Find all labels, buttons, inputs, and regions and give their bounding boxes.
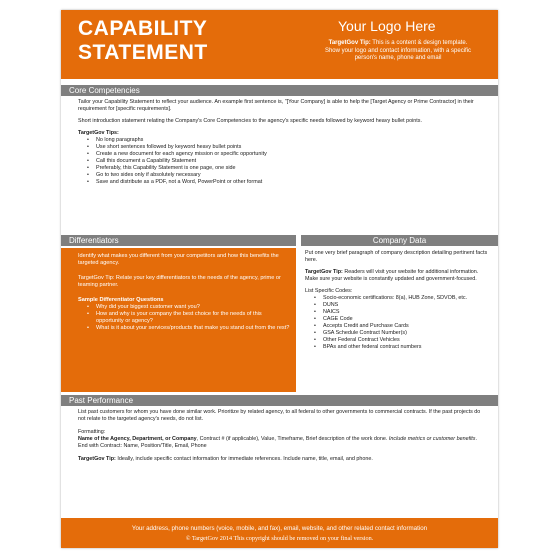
list-item: • Other Federal Contract Vehicles xyxy=(305,337,491,344)
header-tip-text: This is a content & design template. Show your logo and contact information, with a specific person's name, phone and email xyxy=(324,40,472,61)
list-item: • Why did your biggest customer want you? xyxy=(78,304,290,311)
past-format-bold: Name of the Agency, Department, or Company xyxy=(78,436,197,442)
list-item: • Call this document a Capability Statement xyxy=(78,158,478,165)
list-item: • Use short sentences followed by keyword heavy bullet points xyxy=(78,144,478,151)
list-item: • CAGE Code xyxy=(305,316,491,323)
list-item: • No long paragraphs xyxy=(78,137,478,144)
past-tip xyxy=(78,456,483,463)
list-item: • GSA Schedule Contract Number(s) xyxy=(305,330,491,337)
company-tip-label: TargetGov Tip: xyxy=(305,269,343,275)
document-title xyxy=(78,17,208,65)
list-item: • Preferably, this Capability Statement is one page, one side xyxy=(78,165,478,172)
past-formatting-label: Formatting: xyxy=(78,429,106,435)
company-data-section xyxy=(305,250,491,351)
differentiators-questions-list xyxy=(78,304,290,332)
core-tips-list xyxy=(78,137,478,186)
core-competencies-section xyxy=(78,99,478,186)
company-tip xyxy=(305,269,491,283)
company-codes-label: List Specific Codes: xyxy=(305,288,353,294)
header-tip-label: TargetGov Tip: xyxy=(328,40,371,46)
list-item: • How and why is your company the best choice for the needs of this opportunity or agency? xyxy=(78,311,290,325)
header-tip xyxy=(323,40,473,63)
differentiators-section xyxy=(78,253,290,332)
differentiators-questions-label: Sample Differentiator Questions xyxy=(78,297,164,303)
list-item: • Socio-economic certifications: 8(a), HUB Zone, SDVOB, etc. xyxy=(305,295,491,302)
list-item: • BPAs and other federal contract numbers xyxy=(305,344,491,351)
company-data-heading: Company Data xyxy=(301,235,498,246)
logo-placeholder: Your Logo Here xyxy=(338,18,436,34)
differentiators-heading: Differentiators xyxy=(61,235,296,246)
differentiators-tip xyxy=(78,275,290,289)
core-tips-label: TargetGov Tips: xyxy=(78,130,119,136)
company-para-1: Put one very brief paragraph of company description detailing pertinent facts here. xyxy=(305,250,488,263)
title-line-1: CAPABILITY xyxy=(78,17,208,40)
list-item: • Create a new document for each agency mission or specific opportunity xyxy=(78,151,478,158)
title-line-2: STATEMENT xyxy=(78,41,208,64)
past-format-description xyxy=(78,436,483,450)
past-format-tail: . End with Contract: Name, Position/Title, Email, Phone xyxy=(78,436,477,449)
list-item: • Accepts Credit and Purchase Cards xyxy=(305,323,491,330)
past-format-text: , Contract # (if applicable), Value, Timeframe, Brief description of the work done. xyxy=(196,436,389,442)
past-tip-label: TargetGov Tip: xyxy=(78,456,116,462)
differentiators-tip-text: Relate your key differentiators to the needs of the agency, prime or teaming partner. xyxy=(78,275,281,288)
past-para-1: List past customers for whom you have done similar work. Prioritize by related agency, to all federal to other governments to commercial contracts. If the past projects do not relate to the targeted agency's needs, do not list. xyxy=(78,409,481,422)
footer-copyright-line: © TargetGov 2014 This copyright should be removed on your final version. xyxy=(185,535,374,542)
list-item: • Save and distribute as a PDF, not a Word, PowerPoint or other format xyxy=(78,179,478,186)
list-item: • What is it about your services/products that make you stand out from the rest? xyxy=(78,325,290,332)
past-format-italic: Include metrics or customer benefits xyxy=(388,436,476,442)
footer-contact-line: Your address, phone numbers (voice, mobile, and fax), email, website, and other related contact information xyxy=(131,525,428,532)
header-banner xyxy=(61,10,498,79)
differentiators-panel xyxy=(61,248,296,392)
list-item: • NAICS xyxy=(305,309,491,316)
past-performance-section xyxy=(78,409,483,468)
capability-statement-page xyxy=(61,10,498,548)
footer-banner xyxy=(61,518,498,548)
list-item: • DUNS xyxy=(305,302,491,309)
core-para-1: Tailor your Capability Statement to reflect your audience. An example first sentence is, "[Your Company] is able to help the [Target Agency or Prime Contractor] in their requirement for [specific requirements]. xyxy=(78,99,474,112)
core-para-2: Short introduction statement relating the Company's Core Competencies to the agency's specific needs followed by keyword heavy bullet points. xyxy=(78,118,422,124)
past-performance-heading: Past Performance xyxy=(61,395,498,406)
core-competencies-heading: Core Competencies xyxy=(61,85,498,96)
company-tip-text: Readers will visit your website for additional information. Make sure your website is constantly updated and government-focused. xyxy=(305,269,479,282)
list-item: • Go to two sides only if absolutely necessary xyxy=(78,172,478,179)
differentiators-para-1: Identify what makes you different from your competitors and how this benefits the targeted agency. xyxy=(78,253,279,266)
differentiators-tip-label: TargetGov Tip: xyxy=(78,275,115,281)
past-tip-text: Ideally, include specific contact information for immediate references. Include name, title, email, and phone. xyxy=(115,456,373,462)
company-codes-list xyxy=(305,295,491,351)
